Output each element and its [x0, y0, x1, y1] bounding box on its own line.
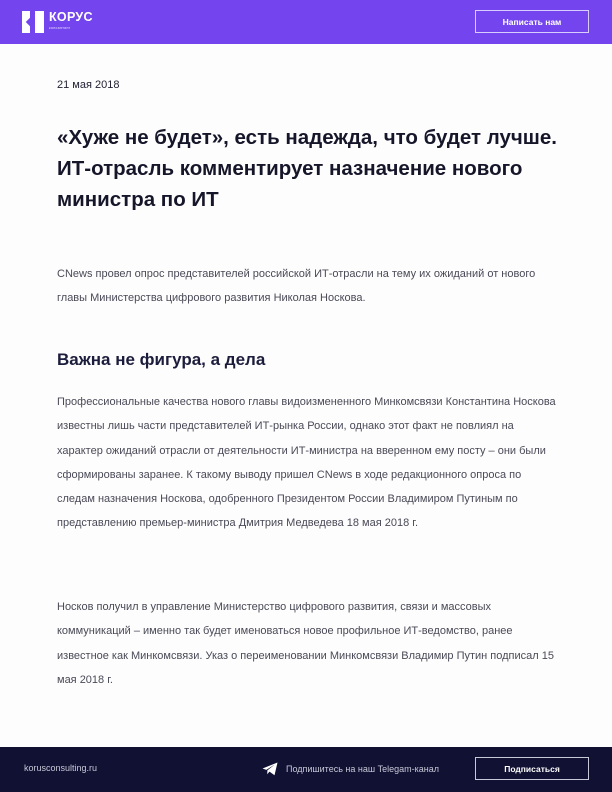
bottom-footer [0, 747, 612, 792]
article-title: «Хуже не будет», есть надежда, что будет лучше. ИТ-отрасль комментирует назначение нового министра по ИТ [57, 126, 557, 211]
logo-name: КОРУС [49, 10, 93, 24]
telegram-label: Подпишитесь на наш Telegam-канал [286, 764, 439, 774]
top-header [0, 0, 612, 44]
subscribe-button[interactable]: Подписаться [475, 757, 589, 780]
article-paragraph: Профессиональные качества нового главы видоизмененного Минкомсвязи Константина Носкова известны лишь части представителей ИТ-рынка России, однако этот факт не повлиял на характер ожиданий отрасли от деятельности ИТ-министра на вверенном ему посту – они были сформированы заранее. К такому выводу пришел CNews в ходе редакционного опроса по следам назначения Носкова, одобренного Президентом России Владимиром Путиным по представлению премьер-министра Дмитрия Медведева 18 мая 2018 г. [57, 396, 556, 530]
write-to-us-button[interactable]: Написать нам [475, 10, 589, 33]
article-paragraph: Носков получил в управление Министерство цифрового развития, связи и массовых коммуникаций – именно так будет именоваться новое профильное ИТ-ведомство, ранее известное как Минкомсвязи. Указ о переименовании Минкомсвязи Владимир Путин подписал 15 мая 2018 г. [57, 601, 554, 686]
korus-logo-link[interactable] [22, 11, 93, 33]
article-intro: CNews провел опрос представителей российской ИТ-отрасли на тему их ожиданий от нового главы Министерства цифрового развития Николая Носкова. [57, 268, 536, 305]
telegram-link[interactable] [262, 762, 439, 776]
site-link[interactable]: korusconsulting.ru [24, 763, 98, 773]
section-heading: Важна не фигура, а дела [57, 350, 266, 369]
logo-text [49, 11, 93, 31]
logo-subtitle: консалтинг [49, 26, 71, 30]
telegram-icon [262, 762, 278, 776]
korus-logo-icon [22, 11, 44, 33]
article-date: 21 мая 2018 [57, 79, 120, 91]
